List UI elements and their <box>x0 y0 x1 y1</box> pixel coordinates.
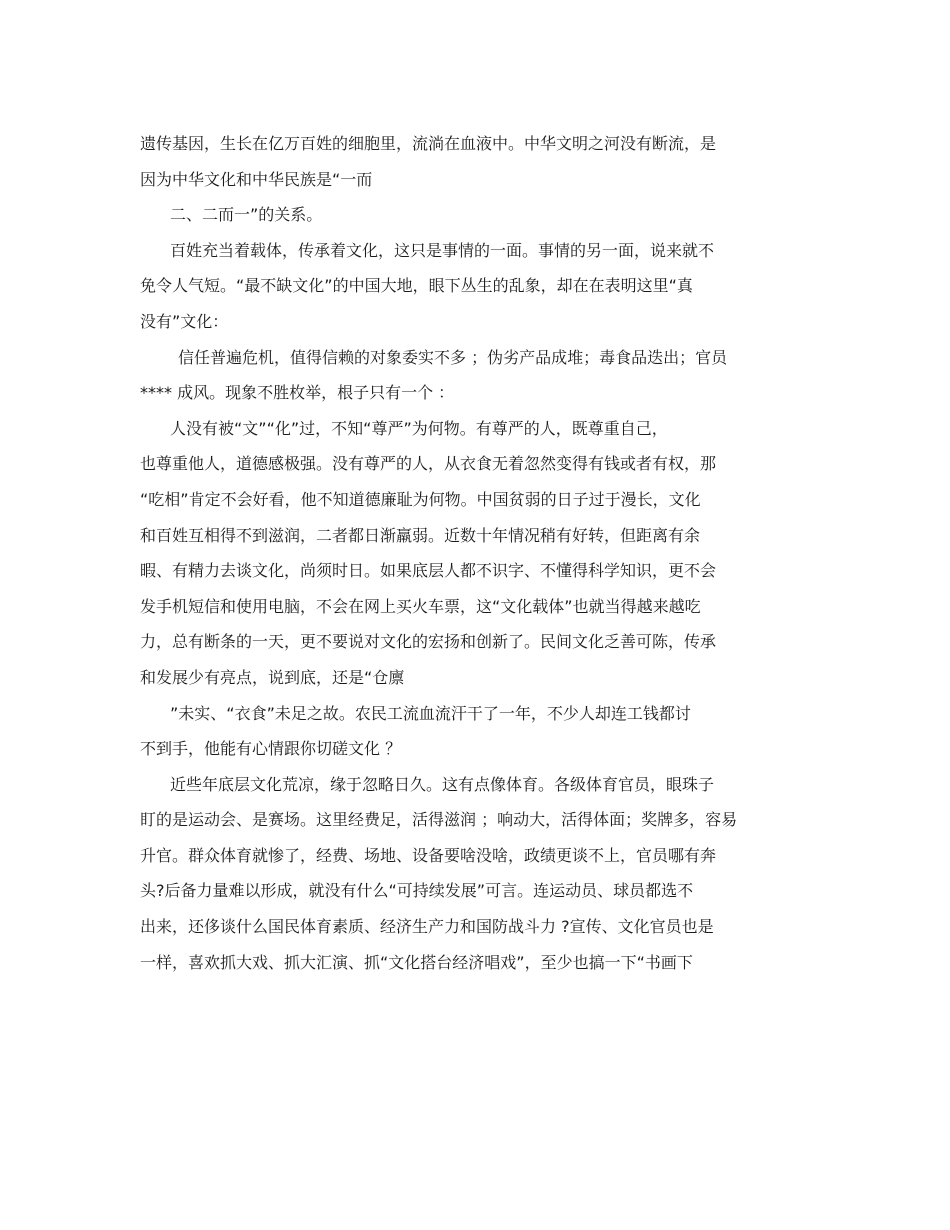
text-line <box>0 482 950 518</box>
text-line <box>0 446 950 482</box>
line-text: 不到手，他能有心情跟你切磋文化 ？ <box>140 739 402 759</box>
text-line <box>0 268 950 304</box>
text-line <box>0 660 950 696</box>
line-text: 人没有被“文”“化”过，不知“尊严”为何物。有尊严的人，既尊重自己， <box>170 418 668 438</box>
text-line <box>0 696 950 732</box>
line-text: 因为中华文化和中华民族是“一而 <box>140 169 373 189</box>
text-line <box>0 945 950 981</box>
text-line <box>0 873 950 909</box>
text-line <box>0 126 950 162</box>
text-line <box>0 767 950 803</box>
text-line <box>0 340 950 376</box>
text-line <box>0 802 950 838</box>
text-line <box>0 838 950 874</box>
line-text: 免令人气短。“最不缺文化”的中国大地，眼下丛生的乱象，却在在表明这里“真 <box>140 276 693 296</box>
text-line <box>0 553 950 589</box>
line-text: 也尊重他人，道德感极强。没有尊严的人，从衣食无着忽然变得有钱或者有权，那 <box>140 454 717 474</box>
line-text: 暇、有精力去谈文化，尚须时日。如果底层人都不识字、不懂得科学知识，更不会 <box>140 561 717 581</box>
line-text: 信任普遍危机，值得信赖的对象委实不多 ；伪劣产品成堆；毒食品迭出；官员 <box>178 347 728 367</box>
text-line <box>0 624 950 660</box>
text-line <box>0 909 950 945</box>
line-text: 力，总有断条的一天，更不要说对文化的宏扬和创新了。民间文化乏善可陈，传承 <box>140 632 717 652</box>
line-text: 二、二而一”的关系。 <box>170 205 323 225</box>
line-text: 百姓充当着载体，传承着文化，这只是事情的一面。事情的另一面，说来就不 <box>170 240 715 260</box>
line-text: 盯的是运动会、是赛场。这里经费足，活得滋润 ；响动大，活得体面；奖牌多，容易 <box>140 810 738 830</box>
line-text: 头?后备力量难以形成，就没有什么“可持续发展”可言。连运动员、球员都选不 <box>140 881 694 901</box>
line-text: 没有”文化： <box>140 311 229 331</box>
text-line <box>0 233 950 269</box>
line-text: 和百姓互相得不到滋润，二者都日渐羸弱。近数十年情况稍有好转，但距离有余 <box>140 525 701 545</box>
line-text: “吃相”肯定不会好看，他不知道德廉耻为何物。中国贫弱的日子过于漫长，文化 <box>140 489 701 509</box>
text-line <box>0 731 950 767</box>
line-text: ”未实、“衣食”未足之故。农民工流血流汗干了一年，不少人却连工钱都讨 <box>170 703 691 723</box>
text-line <box>0 375 950 411</box>
line-text: 和发展少有亮点，说到底，还是“仓廪 <box>140 667 405 687</box>
text-line <box>0 589 950 625</box>
text-line <box>0 411 950 447</box>
line-text: 遗传基因，生长在亿万百姓的细胞里，流淌在血液中。中华文明之河没有断流，是 <box>140 134 717 153</box>
line-text: 发手机短信和使用电脑，不会在网上买火车票，这“文化载体”也就当得越来越吃 <box>140 596 701 616</box>
text-line <box>0 162 950 198</box>
line-text: 出来，还侈谈什么国民体育素质、经济生产力和国防战斗力 ?宣传、文化官员也是 <box>140 917 714 937</box>
line-text: 升官。群众体育就惨了，经费、场地、设备要啥没啥，政绩更谈不上，官员哪有奔 <box>140 845 717 865</box>
text-line <box>0 518 950 554</box>
line-text: 一样，喜欢抓大戏、抓大汇演、抓“文化搭台经济唱戏”，至少也搞一下“书画下 <box>140 952 693 972</box>
line-text: **** 成风。现象不胜枚举，根子只有一个 ： <box>140 383 455 403</box>
document-body <box>0 126 950 980</box>
text-line <box>0 304 950 340</box>
text-line <box>0 197 950 233</box>
line-text: 近些年底层文化荒凉，缘于忽略日久。这有点像体育。各级体育官员，眼珠子 <box>170 774 715 794</box>
